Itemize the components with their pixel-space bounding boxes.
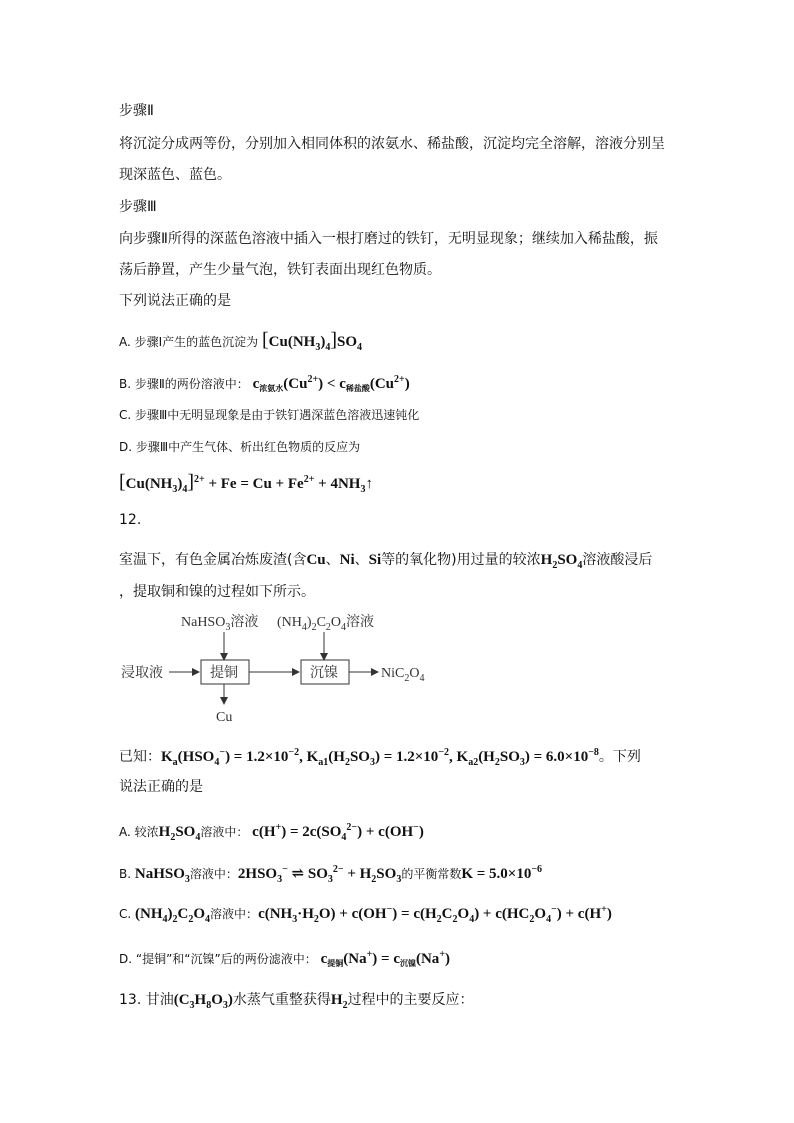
- q12-text-part: 等的氧化物)用过量的较浓: [381, 552, 541, 568]
- q12-ask: 说法正确的是: [119, 779, 203, 795]
- q11-option-c: C. 步骤Ⅲ中无明显现象是由于铁钉遇深蓝色溶液迅速钝化: [119, 408, 420, 422]
- q11-d-equation: [119, 470, 373, 500]
- step2-title: 步骤Ⅱ: [119, 103, 154, 119]
- q12-option-b-k: $K = 5.0\times 10^{-6}$: [461, 864, 543, 882]
- q11-option-b-formula: $c_{浓氨水}(Cu^{2+}) < c_{稀盐酸}(Cu^{2+})$: [252, 374, 410, 393]
- q12-option-a: [119, 818, 424, 848]
- h2so4-formula: $H_2SO_4$: [540, 552, 583, 571]
- q12-option-b-text2: 的平衡常数: [401, 867, 462, 881]
- q12-option-a-text: A. 较浓: [119, 825, 159, 839]
- nahso3-formula: NaHSO$_3$: [134, 866, 190, 885]
- known-line: [119, 743, 641, 773]
- reagent-nh4c2o4: $(NH_4)_2C_2O_4$溶液: [277, 615, 375, 633]
- q12-option-b: [119, 860, 542, 890]
- q11-option-a: [119, 330, 362, 358]
- step3-text-line2: 荡后静置，产生少量气泡，铁钉表面出现红色物质。: [119, 262, 441, 278]
- q11-option-a-formula: $[Cu(NH_3)_4]SO_4$: [262, 329, 363, 353]
- known-constants-formula: $K_a(HSO_4^-) = 1.2\times 10^{-2}$, $K_{a1}(H_2SO_3) = 1.2\times 10^{-2}$, $K_{a2}(H_2SO_3) = 6.0\times 10^{-8}$: [161, 747, 599, 768]
- q12-option-c: [119, 900, 612, 930]
- q12-option-c-formula: $c(NH_3\cdot H_2O) + c(OH^-) = c(H_2C_2O_4) + c(HC_2O_4^-) + c(H^+)$: [258, 904, 612, 925]
- cu-symbol: Cu: [306, 552, 326, 568]
- q11-ask: 下列说法正确的是: [119, 293, 231, 309]
- q12-option-c-label: C.: [119, 907, 132, 921]
- step2-text-line2: 现深蓝色、蓝色。: [119, 167, 231, 183]
- q12-sep: 、: [325, 552, 340, 568]
- q11-option-d: D. 步骤Ⅲ中产生气体、析出红色物质的反应为: [119, 440, 361, 454]
- q12-option-d-text: D. “提铜”和“沉镍”后的两份滤液中：: [119, 952, 317, 966]
- q13-text-b: 水蒸气重整获得: [232, 992, 331, 1008]
- ni-symbol: Ni: [339, 552, 355, 568]
- q11-option-b-text: B. 步骤Ⅱ的两份溶液中：: [119, 377, 249, 391]
- q13-text-a: 13. 甘油: [119, 992, 174, 1008]
- q12-number: 12.: [119, 512, 142, 528]
- q12-option-a-text2: 溶液中：: [200, 825, 249, 839]
- box-copper-extraction-label: 提铜: [210, 666, 238, 681]
- q12-text-part: 溶液酸浸后: [582, 552, 653, 568]
- box-nickel-precipitation-label: 沉镍: [310, 666, 338, 681]
- product-nic2o4: $NiC_2O_4$: [381, 666, 425, 684]
- q12-option-b-equation: $2HSO_3^-$ ⇌ $SO_3^{2-} + H_2SO_3$: [237, 864, 402, 885]
- step3-title: 步骤Ⅲ: [119, 199, 157, 215]
- q12-text-line2: ，提取铜和镍的过程如下所示。: [119, 584, 315, 600]
- q12-option-d-formula: $c_{提铜}(Na^+) = c_{沉镍}(Na^+)$: [320, 949, 451, 968]
- q12-text-line1: [119, 550, 652, 576]
- q12-option-c-text: 溶液中：: [210, 907, 259, 921]
- q12-sep: 、: [354, 552, 369, 568]
- si-symbol: Si: [368, 552, 382, 568]
- process-flow-diagram: [119, 606, 449, 726]
- cu-output-label: Cu: [216, 710, 233, 725]
- q12-option-d: [119, 945, 450, 974]
- known-tail: 。下列: [598, 749, 641, 765]
- q12-option-a-formula: $c(H^+) = 2c(SO_4^{2-}) + c(OH^-)$: [252, 822, 424, 843]
- q13-line: [119, 990, 474, 1016]
- step2-text-line1: 将沉淀分成两等份，分别加入相同体积的浓氨水、稀盐酸，沉淀均完全溶解，溶液分别呈: [119, 136, 665, 152]
- reagent-nahso3: NaHSO$_3$溶液: [181, 615, 259, 633]
- glycerol-formula: $(C_3H_8O_3)$: [173, 992, 233, 1011]
- q11-option-b: [119, 370, 410, 399]
- q12-text-part: 室温下，有色金属冶炼废渣(含: [119, 552, 307, 568]
- h2so4-formula: $H_2SO_4$: [158, 824, 201, 843]
- step3-text-line1: 向步骤Ⅱ所得的深蓝色溶液中插入一根打磨过的铁钉，无明显现象；继续加入稀盐酸，振: [119, 231, 658, 247]
- q11-d-equation-formula: $[Cu(NH_3)_4]^{2+} + Fe = Cu + Fe^{2+}$ + $4NH_3↑$: [119, 471, 373, 495]
- nh4c2o4-formula: $(NH_4)_2C_2O_4$: [135, 906, 211, 925]
- q11-option-a-text: A. 步骤Ⅰ产生的蓝色沉淀为: [119, 335, 259, 349]
- known-label: 已知：: [119, 749, 161, 765]
- h2-formula: $H_2$: [330, 992, 348, 1011]
- q13-text-c: 过程中的主要反应：: [347, 992, 474, 1008]
- q12-option-b-label: B.: [119, 867, 132, 881]
- q12-option-b-text: 溶液中：: [189, 867, 238, 881]
- input-label: 浸取液: [121, 666, 163, 681]
